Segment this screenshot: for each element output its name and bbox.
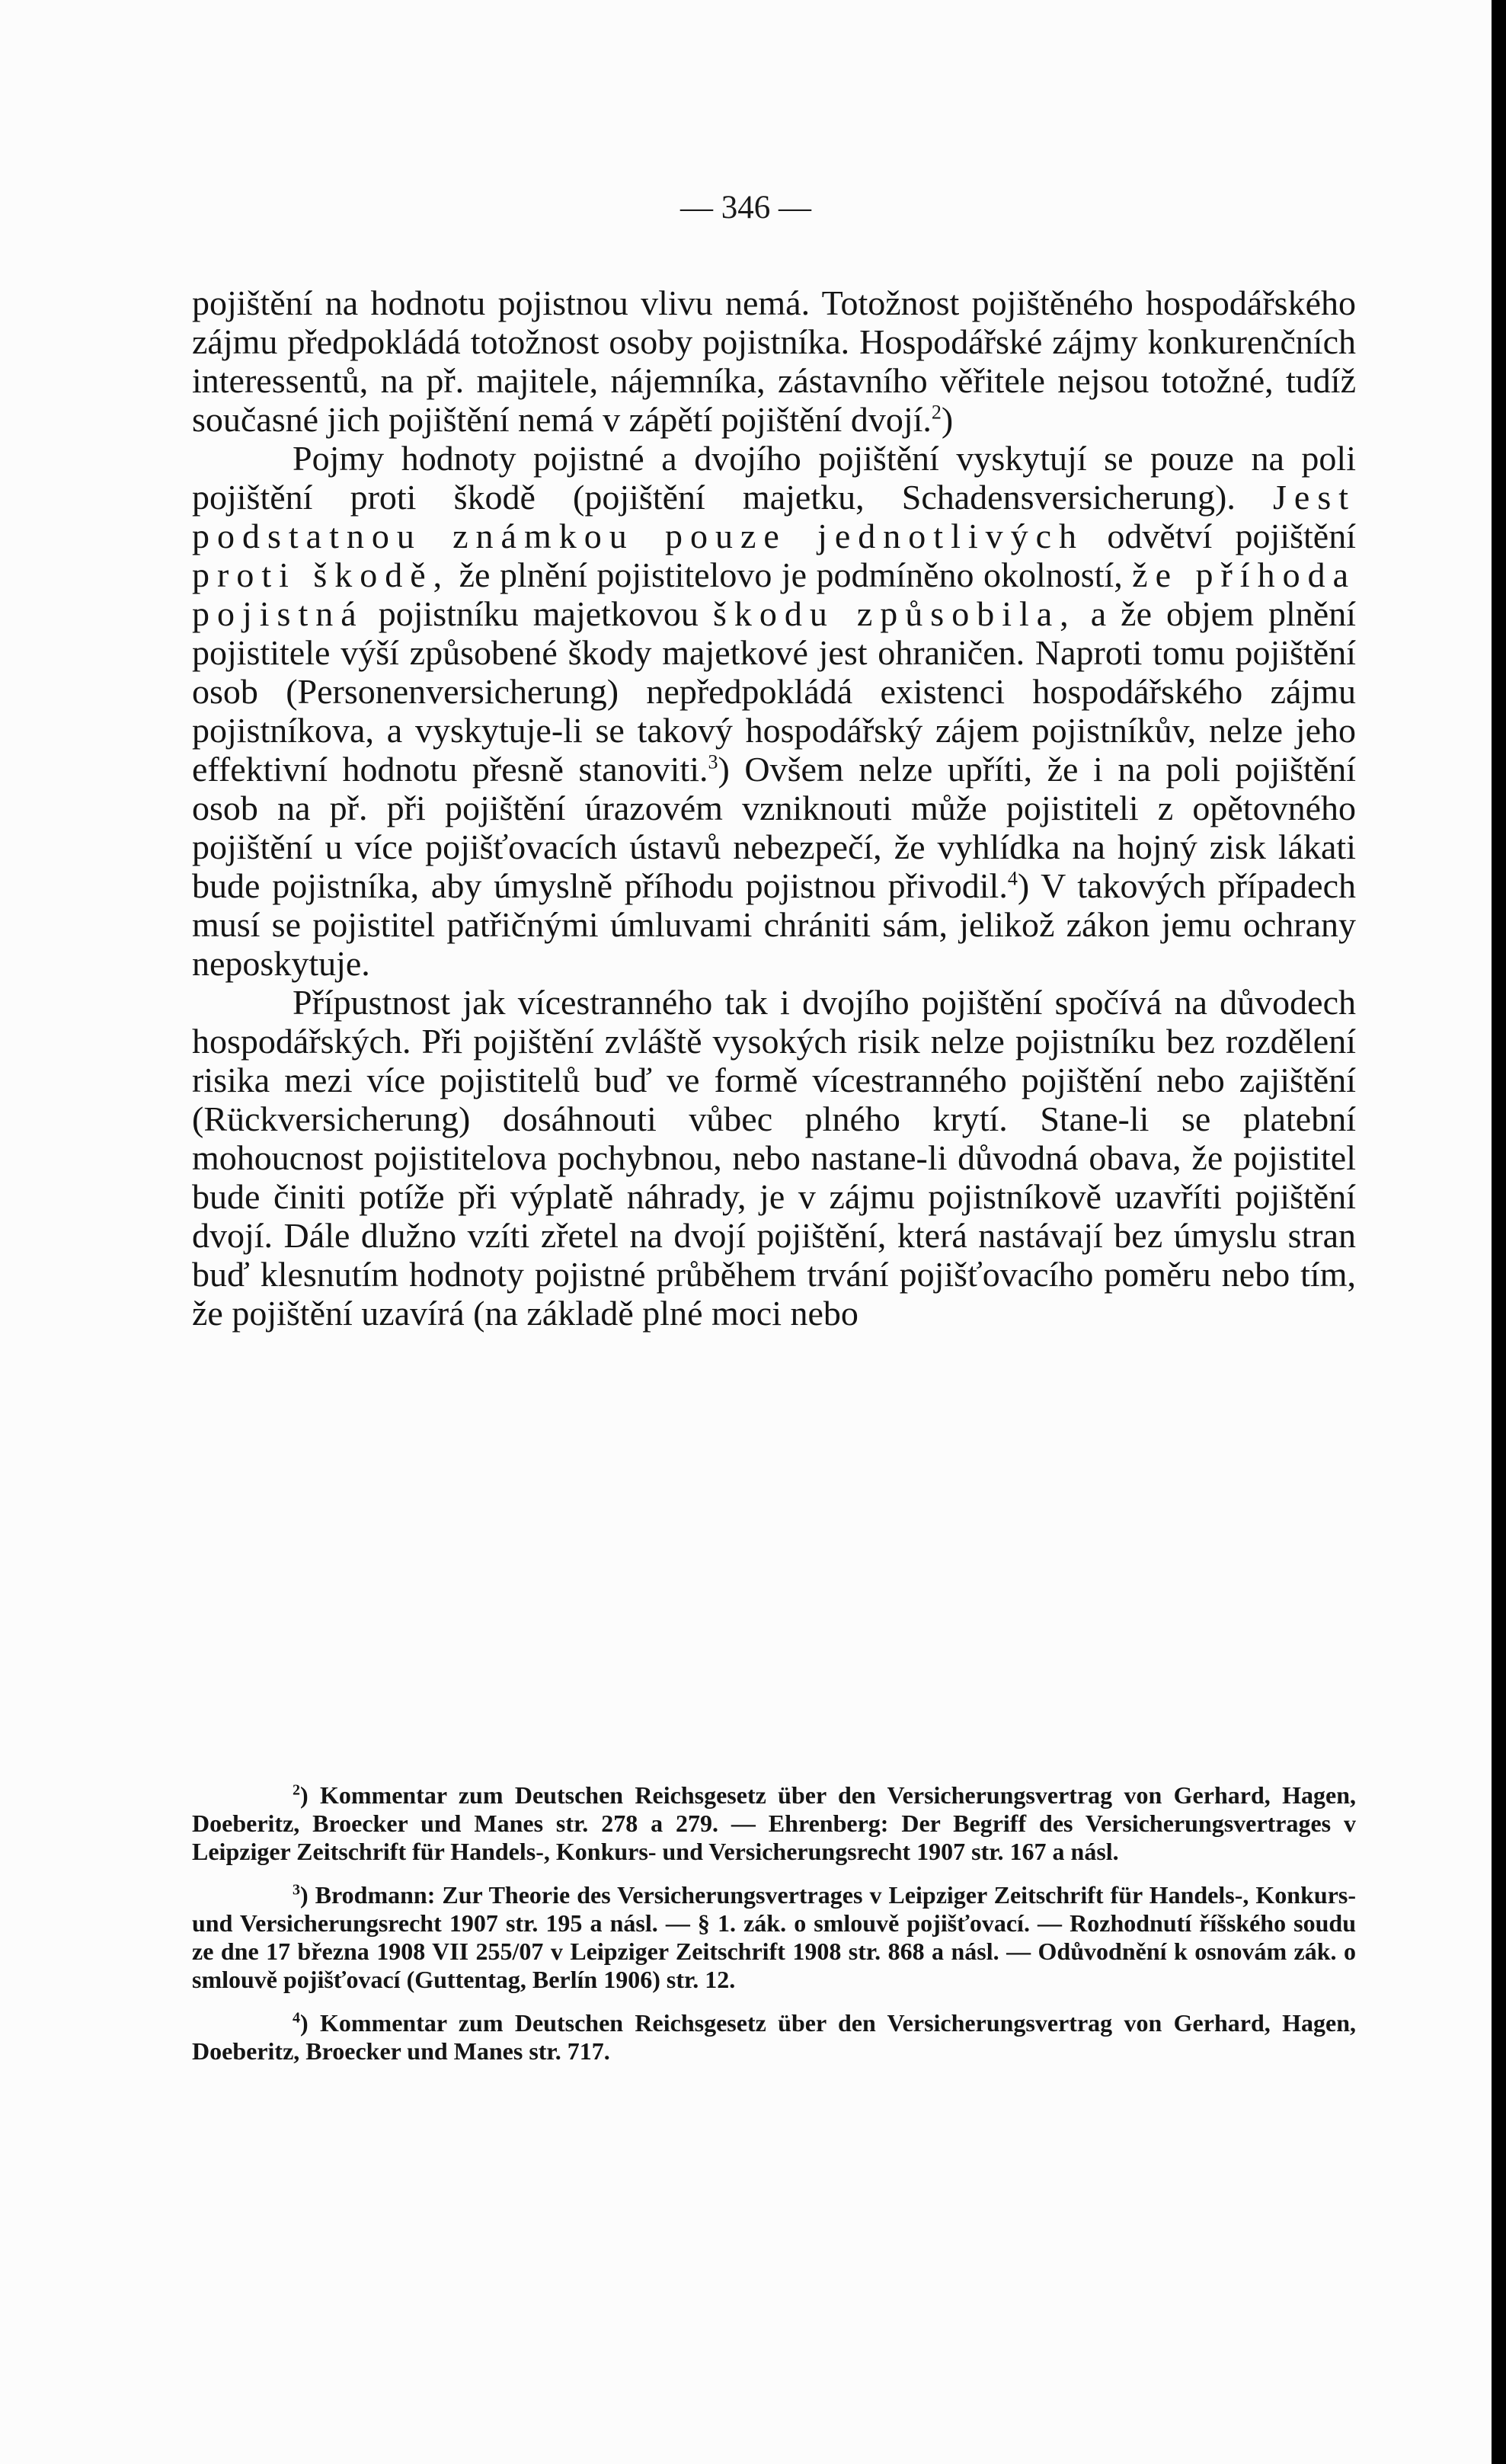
paragraph-1 [192, 283, 1356, 439]
paragraph-2-part-c: že plnění pojistitelovo je podmíněno okolností, [449, 555, 1133, 594]
footnote-ref-3[interactable]: 3 [708, 750, 718, 773]
paragraph-2-part-e: a že objem plnění pojistitele výší způsobené škody majetkové jest ohraničen. Naproti tomu pojištění osob (Personenversicherung) nepředpokládá existenci hospodářského zájmu pojistníkova, a vyskytuje-li se takový hospodářský zájem pojistníkův, nelze jeho effektivní hodnotu přesně stanoviti. [192, 594, 1356, 789]
paragraph-2-part-g: ) V takových případech musí se pojistitel patřičnými úmluvami chrániti sám, jelikož zákon jemu ochrany neposkytuje. [192, 866, 1357, 983]
main-text [192, 283, 1356, 1333]
paragraph-2-part-f: ) Ovšem nelze upříti, že i na poli pojištění osob na př. při pojištění úrazovém vzniknouti může pojistiteli z opětovného pojištění u více pojišťovacích ústavů nebezpečí, že vyhlídka na hojný zisk lákati bude pojistníka, aby úmyslně příhodu pojistnou přivodil. [192, 750, 1356, 905]
paragraph-2-part-a: Pojmy hodnoty pojistné a dvojího pojištění vyskytují se pouze na poli pojištění proti škodě (pojištění majetku, Schadensversicherung). [192, 439, 1356, 517]
paragraph-2 [192, 439, 1356, 983]
paragraph-2-emphasis-1: Jest podstatnou známkou pouze jednotlivých [192, 478, 1356, 555]
footnote-4-mark: 4 [293, 2009, 300, 2027]
footnotes [192, 1781, 1356, 2081]
paragraph-2-emphasis-2: proti škodě, [192, 555, 450, 594]
footnote-2-text: ) Kommentar zum Deutschen Reichsgesetz über den Versicherungsvertrag von Gerhard, Hagen, Doeberitz, Broecker und Manes str. 278 a 279. — Ehrenberg: Der Begriff des Versicherungsvertrages v Leipziger Zeitschrift für Handels-, Konkurs- und Versicherungsrecht 1907 str. 167 a násl. [192, 1781, 1356, 1865]
paragraph-3: Přípustnost jak vícestranného tak i dvojího pojištění spočívá na důvodech hospodářských. Při pojištění zvláště vysokých risik nelze pojistníku bez rozdělení risika mezi více pojistitelů buď ve formě vícestranného pojištění nebo zajištění (Rückversicherung) dosáhnouti vůbec plného krytí. Stane-li se platební mohoucnost pojistitelova pochybnou, nebo nastane-li důvodná obava, že pojistitel bude činiti potíže při výplatě náhrady, je v zájmu pojistníkově uzavříti pojištění dvojí. Dále dlužno vzíti zřetel na dvojí pojištění, která nastávají bez úmyslu stran buď klesnutím hodnoty pojistné průběhem trvání pojišťovacího poměru nebo tím, že pojištění uzavírá (na základě plné moci nebo [192, 983, 1356, 1333]
footnote-3-mark: 3 [293, 1881, 300, 1899]
footnote-4-text: ) Kommentar zum Deutschen Reichsgesetz über den Versicherungsvertrag von Gerhard, Hagen, Doeberitz, Broecker und Manes str. 717. [192, 2009, 1356, 2065]
footnote-2-mark: 2 [293, 1781, 300, 1799]
footnote-4 [192, 2009, 1356, 2066]
footnote-3-text: ) Brodmann: Zur Theorie des Versicherungsvertrages v Leipziger Zeitschrift für Handels-, Konkurs- und Versicherungsrecht 1907 str. 195 a násl. — § 1. zák. o smlouvě pojišťovací. — Rozhodnutí říšského soudu ze dne 17 března 1908 VII 255/07 v Leipziger Zeitschrift 1908 str. 868 a násl. — Odůvodnění k osnovám zák. o smlouvě pojišťovací (Guttentag, Berlín 1906) str. 12. [192, 1881, 1356, 1993]
footnote-ref-2[interactable]: 2 [931, 401, 942, 424]
footnote-ref-4[interactable]: 4 [1007, 867, 1018, 890]
paragraph-2-part-b: odvětví pojištění [1084, 517, 1356, 555]
paragraph-2-emphasis-3: že příhoda pojistná [192, 555, 1356, 633]
footnote-2 [192, 1781, 1356, 1866]
paragraph-1-text: pojištění na hodnotu pojistnou vlivu nemá. Totožnost pojištěného hospodářského zájmu předpokládá totožnost osoby pojistníka. Hospodářské zájmy konkurenčních interessentů, na př. majitele, nájemníka, zástavního věřitele nejsou totožné, tudíž současné jich pojištění nemá v zápětí pojištění dvojí. [192, 283, 1356, 439]
page-number: — 346 — [680, 190, 811, 226]
paragraph-1-end: ) [941, 400, 954, 439]
paragraph-2-part-d: pojistníku majetkovou [363, 594, 713, 633]
footnote-3 [192, 1881, 1356, 1994]
paragraph-2-emphasis-4: škodu způsobila, [712, 594, 1076, 633]
